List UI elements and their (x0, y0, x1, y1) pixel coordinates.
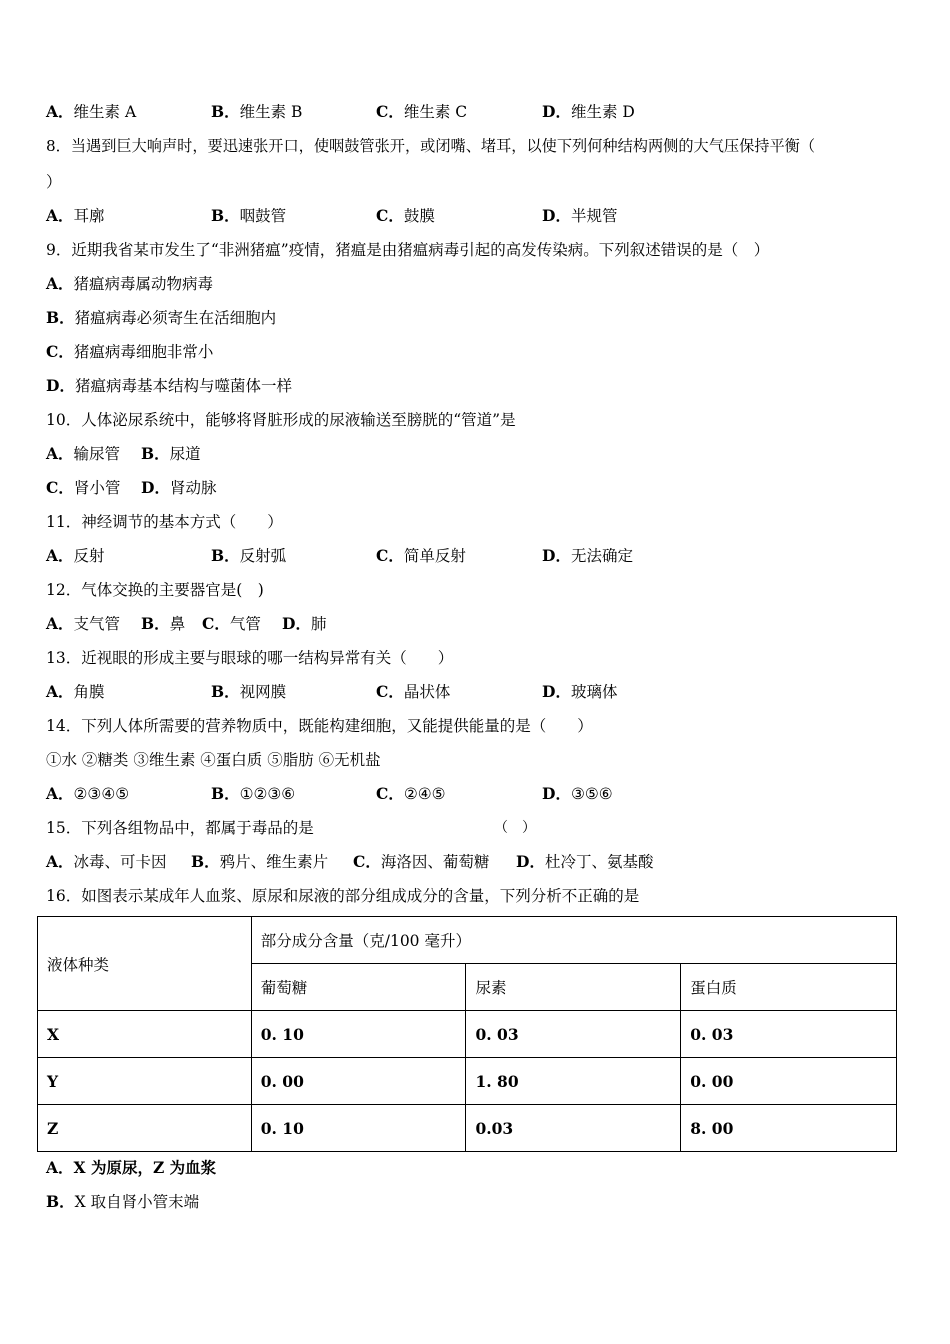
table-row-label: Z (38, 1105, 252, 1152)
q9-option-d (46, 376, 292, 396)
q16-option-a (46, 1158, 216, 1178)
q9-option-b (46, 308, 276, 328)
q8-stem: 8．当遇到巨大响声时，要迅速张开口，使咽鼓管张开，或闭嘴、堵耳，以使下列何种结构两侧的大气压保持平衡（ (46, 137, 816, 155)
table-cell: 0. 03 (466, 1011, 681, 1058)
option-label: D． (141, 478, 170, 497)
table-cell: 0.03 (466, 1105, 681, 1152)
option-label: B． (191, 852, 220, 871)
table-group-header: 部分成分含量（克/100 毫升） (251, 917, 896, 964)
option-label: D． (516, 852, 545, 871)
option-text: 鸦片、维生素片 (219, 853, 329, 871)
option-text: 玻璃体 (570, 683, 618, 701)
option-text: 猪瘟病毒必须寄生在活细胞内 (74, 309, 277, 327)
option-label: A． (46, 682, 74, 701)
option-label: C． (376, 682, 404, 701)
option-text: 猪瘟病毒基本结构与噬菌体一样 (74, 377, 292, 395)
option-label: D． (542, 784, 571, 803)
table-row-label: X (38, 1011, 252, 1058)
table-cell: 0. 10 (251, 1105, 466, 1152)
option-label: C． (353, 852, 381, 871)
option-text: 晶状体 (403, 683, 451, 701)
option-label: D． (542, 102, 571, 121)
q9-option-c (46, 342, 213, 362)
q15-answer-paren: （ ） (494, 820, 536, 836)
option-label: A． (46, 206, 74, 225)
option-label: B． (141, 444, 170, 463)
option-label: D． (542, 206, 571, 225)
option-label: A． (46, 852, 74, 871)
option-text: 肾动脉 (169, 479, 217, 497)
option-label: D． (542, 682, 571, 701)
table-row (38, 1105, 897, 1152)
option-text: 猪瘟病毒细胞非常小 (73, 343, 214, 361)
q15-stem-line (46, 818, 536, 838)
table-corner-header: 液体种类 (38, 917, 252, 1011)
option-text: 气管 (229, 615, 261, 633)
option-text: 维生素 B (239, 103, 303, 121)
option-text: 尿道 (169, 445, 201, 463)
q10-stem: 10．人体泌尿系统中，能够将肾脏形成的尿液输送至膀胱的“管道”是 (46, 411, 516, 429)
table-column-header: 葡萄糖 (251, 964, 466, 1011)
option-text: ①②③⑥ (239, 785, 296, 803)
option-label: C． (376, 546, 404, 565)
option-text: 反射 (73, 547, 105, 565)
option-label: A． (46, 274, 74, 293)
option-text: 角膜 (73, 683, 105, 701)
option-label: A． (46, 546, 74, 565)
q16-option-b (46, 1192, 199, 1212)
table-cell: 0. 10 (251, 1011, 466, 1058)
option-text: ②③④⑤ (73, 785, 130, 803)
q13-stem: 13．近视眼的形成主要与眼球的哪一结构异常有关（ ） (46, 649, 454, 667)
option-text: 支气管 (73, 615, 121, 633)
table-column-header: 蛋白质 (681, 964, 897, 1011)
composition-table (37, 916, 897, 1152)
option-label: A． (46, 614, 74, 633)
option-text: ②④⑤ (403, 785, 446, 803)
q16-stem: 16．如图表示某成年人血浆、原尿和尿液的部分组成成分的含量，下列分析不正确的是 (46, 887, 640, 905)
table-column-header: 尿素 (466, 964, 681, 1011)
table-row (38, 1011, 897, 1058)
table-cell: 0. 03 (681, 1011, 897, 1058)
option-label: B． (211, 784, 240, 803)
option-text: 维生素 A (73, 103, 137, 121)
table-cell: 0. 00 (251, 1058, 466, 1105)
option-text: 维生素 C (403, 103, 468, 121)
table-cell: 1. 80 (466, 1058, 681, 1105)
option-label: A． (46, 444, 74, 463)
option-text: 鼓膜 (403, 207, 435, 225)
option-text: 肾小管 (73, 479, 121, 497)
option-text: 视网膜 (239, 683, 287, 701)
q14-items: ①水 ②糖类 ③维生素 ④蛋白质 ⑤脂肪 ⑥无机盐 (46, 751, 381, 769)
option-text: 猪瘟病毒属动物病毒 (73, 275, 214, 293)
option-label: C． (46, 478, 74, 497)
option-label: D． (46, 376, 75, 395)
table-cell: 0. 00 (681, 1058, 897, 1105)
option-text: 输尿管 (73, 445, 121, 463)
option-label: D． (282, 614, 311, 633)
option-label: C． (202, 614, 230, 633)
option-label: D． (542, 546, 571, 565)
option-label: B． (211, 206, 240, 225)
table-row-label: Y (38, 1058, 252, 1105)
option-label: B． (141, 614, 170, 633)
option-text: 鼻 (169, 615, 186, 633)
q12-stem: 12．气体交换的主要器官是( ) (46, 581, 264, 599)
option-text: 冰毒、可卡因 (73, 853, 167, 871)
q15-stem: 15．下列各组物品中，都属于毒品的是 (46, 819, 314, 837)
option-label: C． (376, 102, 404, 121)
table-row (38, 1058, 897, 1105)
option-text: 肺 (310, 615, 327, 633)
option-text: 半规管 (570, 207, 618, 225)
q9-stem: 9．近期我省某市发生了“非洲猪瘟”疫情，猪瘟是由猪瘟病毒引起的高发传染病。下列叙述错误的是（ ） (46, 241, 770, 259)
option-label: A． (46, 1158, 74, 1177)
option-label: B． (46, 1192, 75, 1211)
option-label: A． (46, 784, 74, 803)
option-text: 反射弧 (239, 547, 287, 565)
option-label: C． (46, 342, 74, 361)
option-label: A． (46, 102, 74, 121)
option-label: C． (376, 206, 404, 225)
option-text: X 为原尿，Z 为血浆 (73, 1158, 217, 1177)
q14-stem: 14．下列人体所需要的营养物质中，既能构建细胞，又能提供能量的是（ ） (46, 717, 593, 735)
q9-option-a (46, 274, 213, 294)
option-label: B． (211, 546, 240, 565)
option-label: B． (211, 102, 240, 121)
table-cell: 8. 00 (681, 1105, 897, 1152)
option-text: 简单反射 (403, 547, 466, 565)
option-label: C． (376, 784, 404, 803)
option-label: B． (211, 682, 240, 701)
q11-stem: 11．神经调节的基本方式（ ） (46, 513, 283, 531)
option-text: 咽鼓管 (239, 207, 287, 225)
option-text: 海洛因、葡萄糖 (380, 853, 490, 871)
option-text: 维生素 D (570, 103, 635, 121)
option-text: ③⑤⑥ (570, 785, 613, 803)
option-text: 杜冷丁、氨基酸 (544, 853, 654, 871)
option-text: X 取自肾小管末端 (74, 1193, 200, 1211)
q8-stem-end: ） (46, 173, 62, 191)
option-label: B． (46, 308, 75, 327)
option-text: 无法确定 (570, 547, 633, 565)
option-text: 耳廓 (73, 207, 105, 225)
